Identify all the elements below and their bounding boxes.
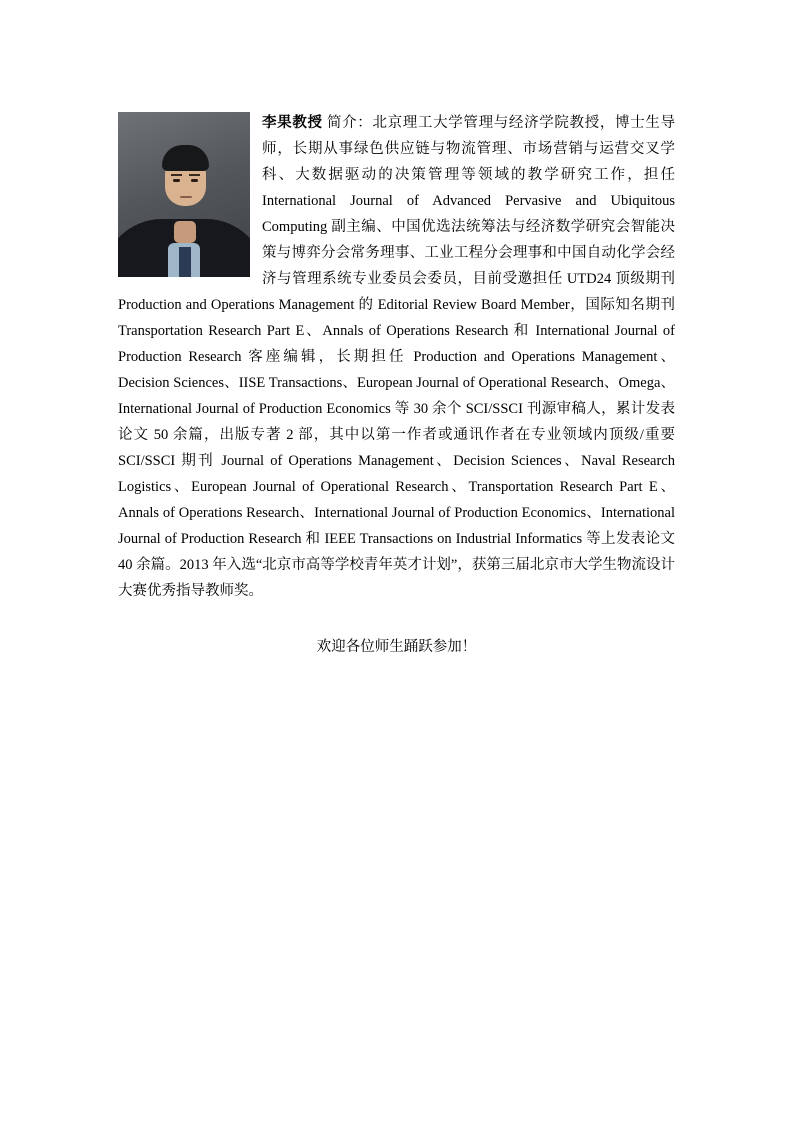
closing-invitation: 欢迎各位师生踊跃参加！ xyxy=(316,639,477,655)
portrait-photo xyxy=(118,112,250,277)
bio-label: 简介 xyxy=(326,115,358,131)
portrait-eyebrow-right xyxy=(189,174,200,176)
portrait-eye-right xyxy=(191,179,198,182)
portrait-neck xyxy=(174,221,196,243)
portrait-eyebrow-left xyxy=(171,174,182,176)
document-content xyxy=(118,110,675,660)
portrait-tie xyxy=(179,247,191,277)
bio-body: ：北京理工大学管理与经济学院教授，博士生导师，长期从事绿色供应链与物流管理、市场营销与运营交叉学科、大数据驱动的决策管理等领域的教学研究工作，担任 International Journal of Advanced Pervasive and Ubiquitous Computing 副主编、中国优选法统筹法与经济数学研究会智能决策与博弈分会常务理事、工业工程分会理事和中国自动化学会经济与管理系统专业委员会委员，目前受邀担任 UTD24 顶级期刊 Production and Operations Management 的 Editorial Review Board Member，国际知名期刊 Transportation Research Part E、Annals of Operations Research 和 International Journal of Production Research 客座编辑，长期担任 Production and Operations Management、Decision Sciences、IISE Transactions、European Journal of Operational Research、Omega、International Journal of Production Economics 等 30 余个 SCI/SSCI 刊源审稿人，累计发表论文 50 余篇，出版专著 2 部，其中以第一作者或通讯作者在专业领域内顶级/重要 SCI/SSCI 期刊 Journal of Operations Management、Decision Sciences、Naval Research Logistics、European Journal of Operational Research、Transportation Research Part E、Annals of Operations Research、International Journal of Production Economics、International Journal of Production Research 和 IEEE Transactions on Industrial Informatics 等上发表论文 40 余篇。2013 年入选“北京市高等学校青年英才计划”，获第三届北京市大学生物流设计大赛优秀指导教师奖。 xyxy=(118,115,676,599)
professor-name: 李果教授 xyxy=(262,115,323,131)
portrait-mouth xyxy=(180,196,192,198)
portrait-eye-left xyxy=(173,179,180,182)
